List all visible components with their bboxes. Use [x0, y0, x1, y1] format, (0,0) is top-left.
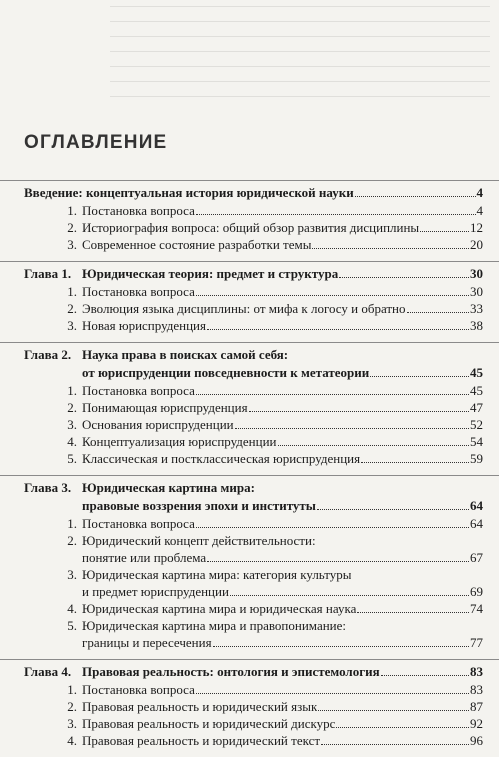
chapter-page: 83 — [470, 663, 499, 681]
entry-number: 5. — [0, 617, 82, 634]
entry-page: 77 — [470, 634, 499, 651]
leader-dots — [339, 277, 469, 278]
toc-chapter — [0, 659, 499, 757]
entry-page: 59 — [470, 450, 499, 467]
leader-dots — [207, 561, 469, 562]
leader-dots — [318, 710, 469, 711]
entry-title: Правовая реальность и юридический дискурс — [82, 715, 335, 732]
entry-number: 4. — [0, 433, 82, 450]
toc-entry-line — [0, 317, 499, 334]
leader-dots — [196, 295, 469, 296]
entry-title: Историография вопроса: общий обзор развития дисциплины — [82, 219, 419, 236]
toc-entry-line — [0, 583, 499, 600]
entry-title: Постановка вопроса — [82, 283, 195, 300]
entry-title: Правовая реальность и юридический язык — [82, 698, 317, 715]
entry-page: 4 — [477, 202, 499, 219]
entry-number: 3. — [0, 317, 82, 334]
page-title: ОГЛАВЛЕНИЕ — [24, 132, 167, 154]
entry-title: Постановка вопроса — [82, 681, 195, 698]
toc-entry-line — [0, 532, 499, 549]
toc-entry-line — [0, 698, 499, 715]
entry-page: 67 — [470, 549, 499, 566]
chapter-heading-line[interactable] — [0, 346, 499, 364]
entry-title: и предмет юриспруденции — [82, 583, 229, 600]
entry-page: 69 — [470, 583, 499, 600]
entry-number: 2. — [0, 300, 82, 317]
entry-number: 3. — [0, 566, 82, 583]
entry-page: 47 — [470, 399, 499, 416]
toc-entry-line — [0, 566, 499, 583]
toc-entry-line — [0, 715, 499, 732]
entry-number: 1. — [0, 681, 82, 698]
toc-entry-line — [0, 634, 499, 651]
toc-entry[interactable] — [0, 300, 499, 317]
leader-dots — [230, 595, 469, 596]
toc-entry-line — [0, 416, 499, 433]
chapter-label: Глава 2. — [0, 346, 82, 364]
toc-entry-line — [0, 617, 499, 634]
toc-entry[interactable] — [0, 433, 499, 450]
entry-title: Правовая реальность и юридический текст — [82, 732, 320, 749]
spacer — [0, 651, 499, 659]
entry-page: 52 — [470, 416, 499, 433]
leader-dots — [420, 231, 469, 232]
entry-title: границы и пересечения — [82, 634, 212, 651]
chapter-title: Юридическая теория: предмет и структура — [82, 265, 338, 283]
entry-number: 5. — [0, 450, 82, 467]
bleed-through-text — [110, 6, 490, 126]
entry-number: 2. — [0, 219, 82, 236]
toc-entry-line — [0, 515, 499, 532]
toc-entry[interactable] — [0, 732, 499, 749]
entry-title: понятие или проблема — [82, 549, 206, 566]
leader-dots — [357, 612, 469, 613]
entry-title: Понимающая юриспруденция — [82, 399, 248, 416]
entry-page: 38 — [470, 317, 499, 334]
toc-entry-line — [0, 732, 499, 749]
toc-entry[interactable] — [0, 566, 499, 600]
toc-intro — [0, 180, 499, 261]
entry-title: Основания юриспруденции — [82, 416, 234, 433]
entry-number: 4. — [0, 732, 82, 749]
entry-number: 3. — [0, 715, 82, 732]
leader-dots — [336, 727, 469, 728]
leader-dots — [312, 248, 469, 249]
entry-number: 1. — [0, 283, 82, 300]
chapter-page: 45 — [470, 364, 499, 382]
entry-title: Эволюция языка дисциплины: от мифа к логосу и обратно — [82, 300, 406, 317]
leader-dots — [196, 527, 469, 528]
entry-title: Постановка вопроса — [82, 515, 195, 532]
entry-number: 2. — [0, 532, 82, 549]
intro-title: Введение: концептуальная история юридической науки — [0, 184, 354, 202]
entry-page: 83 — [470, 681, 499, 698]
entry-page: 20 — [470, 236, 499, 253]
leader-dots — [317, 509, 469, 510]
chapter-heading-line[interactable] — [0, 663, 499, 681]
toc-entry-line — [0, 300, 499, 317]
chapter-label: Глава 3. — [0, 479, 82, 497]
intro-heading[interactable] — [0, 184, 499, 202]
entry-number: 3. — [0, 236, 82, 253]
entry-title: Новая юриспруденция — [82, 317, 206, 334]
entry-number: 2. — [0, 399, 82, 416]
chapter-heading-line[interactable] — [0, 497, 499, 515]
toc-entry[interactable] — [0, 600, 499, 617]
entry-title: Классическая и постклассическая юриспруденция — [82, 450, 360, 467]
toc-entry[interactable] — [0, 283, 499, 300]
entry-title: Постановка вопроса — [82, 382, 195, 399]
toc-entry-line — [0, 600, 499, 617]
chapter-heading-line[interactable] — [0, 479, 499, 497]
entry-page: 45 — [470, 382, 499, 399]
toc-entry[interactable] — [0, 202, 499, 219]
toc-entry-line — [0, 450, 499, 467]
chapter-page: 64 — [470, 497, 499, 515]
leader-dots — [196, 214, 476, 215]
entry-page: 12 — [470, 219, 499, 236]
entry-page: 30 — [470, 283, 499, 300]
toc-entry[interactable] — [0, 617, 499, 651]
chapter-title: Наука права в поисках самой себя: — [82, 346, 288, 364]
toc-entry[interactable] — [0, 532, 499, 566]
toc-entry[interactable] — [0, 219, 499, 236]
leader-dots — [381, 675, 469, 676]
toc-entry[interactable] — [0, 698, 499, 715]
toc-entry-line — [0, 681, 499, 698]
chapter-heading-line[interactable] — [0, 265, 499, 283]
leader-dots — [407, 312, 469, 313]
leader-dots — [196, 693, 469, 694]
entry-page: 87 — [470, 698, 499, 715]
leader-dots — [213, 646, 469, 647]
toc-chapter — [0, 475, 499, 659]
toc-entry[interactable] — [0, 450, 499, 467]
entry-page: 96 — [470, 732, 499, 749]
entry-page: 74 — [470, 600, 499, 617]
toc-entry[interactable] — [0, 382, 499, 399]
entry-page: 92 — [470, 715, 499, 732]
toc-entry[interactable] — [0, 715, 499, 732]
leader-dots — [278, 445, 470, 446]
entry-title: Юридическая картина мира: категория культуры — [82, 566, 351, 583]
spacer — [0, 334, 499, 342]
toc-entry[interactable] — [0, 399, 499, 416]
entry-number: 2. — [0, 698, 82, 715]
chapter-label: Глава 4. — [0, 663, 82, 681]
leader-dots — [321, 744, 469, 745]
entry-number: 4. — [0, 600, 82, 617]
toc-entry[interactable] — [0, 416, 499, 433]
toc-entry-line — [0, 399, 499, 416]
toc-entry-line — [0, 549, 499, 566]
toc-entry-line — [0, 202, 499, 219]
leader-dots — [370, 376, 469, 377]
toc-entry[interactable] — [0, 236, 499, 253]
table-of-contents — [0, 180, 499, 757]
toc-entry-line — [0, 433, 499, 450]
toc-entry-line — [0, 219, 499, 236]
toc-entry-line — [0, 283, 499, 300]
entry-title: Постановка вопроса — [82, 202, 195, 219]
entry-number: 3. — [0, 416, 82, 433]
leader-dots — [361, 462, 469, 463]
chapter-page: 30 — [470, 265, 499, 283]
toc-entry[interactable] — [0, 317, 499, 334]
spacer — [0, 253, 499, 261]
chapter-title: правовые воззрения эпохи и институты — [82, 497, 316, 515]
entry-page: 54 — [470, 433, 499, 450]
chapter-label: Глава 1. — [0, 265, 82, 283]
chapter-title: Правовая реальность: онтология и эпистемология — [82, 663, 380, 681]
leader-dots — [235, 428, 469, 429]
leader-dots — [207, 329, 469, 330]
chapter-title: Юридическая картина мира: — [82, 479, 255, 497]
leader-dots — [355, 196, 476, 197]
entry-page: 64 — [470, 515, 499, 532]
entry-title: Юридическая картина мира и юридическая наука — [82, 600, 356, 617]
entry-title: Концептуализация юриспруденции — [82, 433, 277, 450]
chapter-heading-line[interactable] — [0, 364, 499, 382]
toc-chapter — [0, 342, 499, 475]
toc-entry-line — [0, 382, 499, 399]
toc-chapter — [0, 261, 499, 342]
chapter-title: от юриспруденции повседневности к метатеории — [82, 364, 369, 382]
entry-title: Юридическая картина мира и правопонимание: — [82, 617, 346, 634]
intro-page: 4 — [477, 184, 499, 202]
entry-number: 1. — [0, 515, 82, 532]
entry-title: Современное состояние разработки темы — [82, 236, 311, 253]
spacer — [0, 749, 499, 757]
toc-entry[interactable] — [0, 515, 499, 532]
leader-dots — [249, 411, 469, 412]
spacer — [0, 467, 499, 475]
leader-dots — [196, 394, 469, 395]
entry-title: Юридический концепт действительности: — [82, 532, 316, 549]
entry-number: 1. — [0, 382, 82, 399]
entry-number: 1. — [0, 202, 82, 219]
toc-entry[interactable] — [0, 681, 499, 698]
entry-page: 33 — [470, 300, 499, 317]
toc-entry-line — [0, 236, 499, 253]
